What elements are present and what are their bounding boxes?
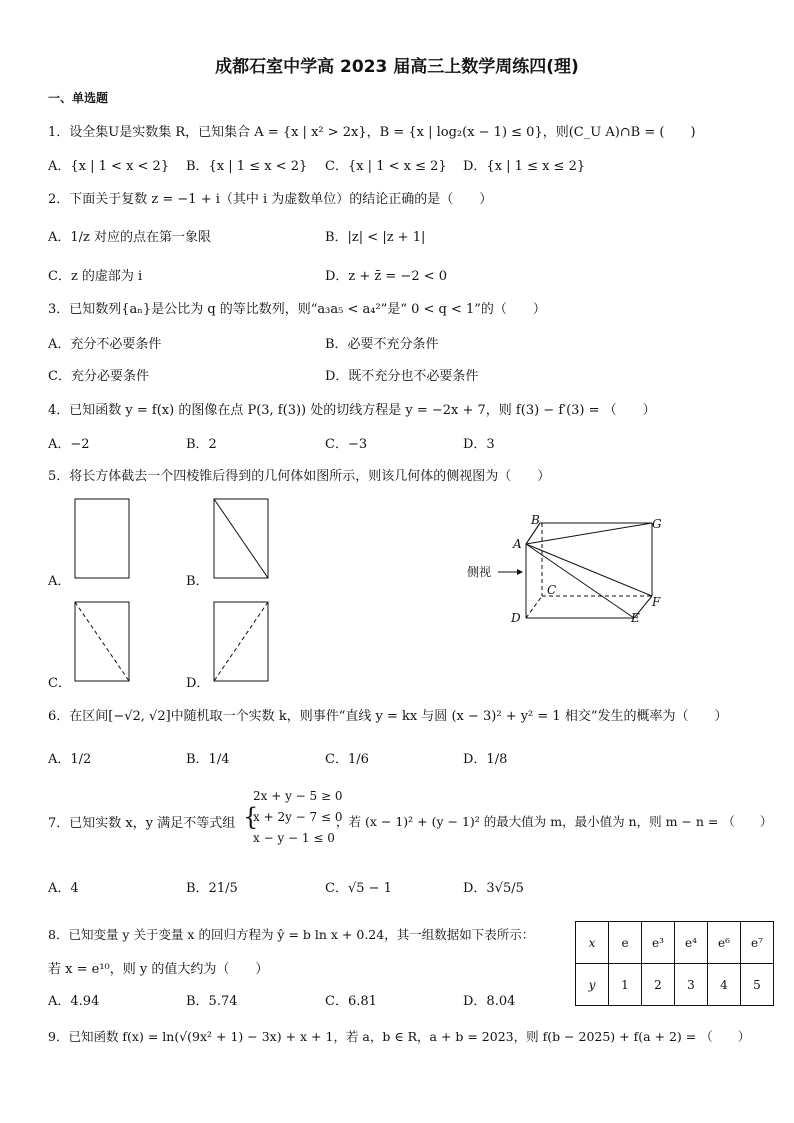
table-cell: 3 bbox=[675, 964, 708, 1006]
q8-option-c: C．6.81 bbox=[325, 994, 377, 1009]
q3-option-d: D．既不充分也不必要条件 bbox=[325, 369, 479, 384]
table-cell: e⁴ bbox=[675, 922, 708, 964]
label-a: A bbox=[513, 537, 522, 551]
section-heading: 一、单选题 bbox=[48, 91, 109, 105]
q3-option-b: B．必要不充分条件 bbox=[325, 337, 439, 352]
label-f: F bbox=[652, 595, 661, 609]
label-d: D bbox=[511, 611, 521, 625]
q3-option-a: A．充分不必要条件 bbox=[48, 337, 162, 352]
q3-option-c: C．充分必要条件 bbox=[48, 369, 149, 384]
q1-option-a: A．{x | 1 < x < 2} bbox=[48, 159, 170, 174]
q4-option-b: B．2 bbox=[186, 437, 217, 452]
q7-option-a: A．4 bbox=[48, 881, 79, 896]
q7-ineq-3: x − y − 1 ≤ 0 bbox=[253, 831, 335, 845]
q5-option-c: C． bbox=[48, 676, 71, 691]
table-cell: e⁶ bbox=[708, 922, 741, 964]
q7-option-c: C．√5 − 1 bbox=[325, 881, 392, 896]
q5-figure-d bbox=[213, 601, 269, 683]
system-brace: { bbox=[243, 803, 259, 831]
question-8: 8．已知变量 y 关于变量 x 的回归方程为 ŷ = b ln x + 0.24，其一组数据如下表所示： bbox=[48, 927, 535, 942]
q4-option-c: C．−3 bbox=[325, 437, 368, 452]
question-9: 9．已知函数 f(x) = ln(√(9x² + 1) − 3x) + x + 1，若 a，b ∈ R，a + b = 2023，则 f(b − 2025) + f(a + 2) = （ ） bbox=[48, 1029, 751, 1044]
q6-option-a: A．1/2 bbox=[48, 752, 92, 767]
table-row bbox=[576, 922, 774, 964]
table-cell: e³ bbox=[642, 922, 675, 964]
q5-figure-c bbox=[74, 601, 130, 683]
page-title: 成都石室中学高 2023 届高三上数学周练四(理) bbox=[215, 57, 579, 77]
question-4: 4．已知函数 y = f(x) 的图像在点 P(3, f(3)) 处的切线方程是 y = −2x + 7，则 f(3) − f′(3) = （ ） bbox=[48, 403, 656, 418]
label-c: C bbox=[547, 583, 557, 597]
data-table bbox=[575, 921, 774, 1006]
q7-option-d: D．3√5/5 bbox=[463, 881, 524, 896]
table-cell: e bbox=[609, 922, 642, 964]
label-e: E bbox=[631, 611, 640, 625]
q5-option-a: A． bbox=[48, 574, 71, 589]
q8-option-d: D．8.04 bbox=[463, 994, 516, 1009]
table-header-x: x bbox=[576, 922, 609, 964]
question-1: 1．设全集U是实数集 R，已知集合 A = {x | x² > 2x}，B = {x | log₂(x − 1) ≤ 0}，则(C_U A)∩B = ( ) bbox=[48, 125, 696, 140]
side-view-label: 侧视 bbox=[467, 565, 492, 579]
q6-option-b: B．1/4 bbox=[186, 752, 230, 767]
q2-option-a: A．1/z 对应的点在第一象限 bbox=[48, 230, 212, 245]
q5-option-b: B． bbox=[186, 574, 209, 589]
q7-option-b: B．21/5 bbox=[186, 881, 238, 896]
q4-option-a: A．−2 bbox=[48, 437, 90, 452]
q5-solid-figure bbox=[465, 510, 675, 630]
q2-option-d: D．z + z̄ = −2 < 0 bbox=[325, 269, 448, 284]
table-row bbox=[576, 964, 774, 1006]
label-b: B bbox=[531, 513, 540, 527]
q7-ineq-1: 2x + y − 5 ≥ 0 bbox=[253, 789, 343, 803]
q1-option-b: B．{x | 1 ≤ x < 2} bbox=[186, 159, 308, 174]
label-g: G bbox=[652, 517, 662, 531]
q1-option-d: D．{x | 1 ≤ x ≤ 2} bbox=[463, 159, 586, 174]
question-8-cont: 若 x = e¹⁰，则 y 的值大约为（ ） bbox=[48, 962, 269, 977]
q5-option-d: D． bbox=[186, 676, 210, 691]
question-2: 2．下面关于复数 z = −1 + i（其中 i 为虚数单位）的结论正确的是（ ） bbox=[48, 192, 493, 207]
question-3: 3．已知数列{aₙ}是公比为 q 的等比数列，则“a₃a₅ < a₄²”是“ 0 < q < 1”的（ ） bbox=[48, 302, 546, 317]
question-7-cont: ，若 (x − 1)² + (y − 1)² 的最大值为 m，最小值为 n，则 m − n = （ ） bbox=[336, 814, 773, 829]
table-cell: e⁷ bbox=[741, 922, 774, 964]
table-cell: 5 bbox=[741, 964, 774, 1006]
q6-option-c: C．1/6 bbox=[325, 752, 369, 767]
q6-option-d: D．1/8 bbox=[463, 752, 508, 767]
q8-option-a: A．4.94 bbox=[48, 994, 100, 1009]
q4-option-d: D．3 bbox=[463, 437, 495, 452]
table-cell: 4 bbox=[708, 964, 741, 1006]
q5-figure-b bbox=[213, 498, 269, 580]
question-5: 5．将长方体截去一个四棱锥后得到的几何体如图所示，则该几何体的侧视图为（ ） bbox=[48, 469, 551, 484]
q2-option-c: C．z 的虚部为 i bbox=[48, 269, 143, 284]
q8-option-b: B．5.74 bbox=[186, 994, 238, 1009]
table-header-y: y bbox=[576, 964, 609, 1006]
table-cell: 2 bbox=[642, 964, 675, 1006]
q7-ineq-2: x + 2y − 7 ≤ 0 bbox=[253, 810, 343, 824]
question-6: 6．在区间[−√2, √2]中随机取一个实数 k，则事件“直线 y = kx 与圆 (x − 3)² + y² = 1 相交”发生的概率为（ ） bbox=[48, 709, 728, 724]
question-7: 7．已知实数 x，y 满足不等式组 bbox=[48, 816, 236, 831]
q5-figure-a bbox=[74, 498, 130, 580]
table-cell: 1 bbox=[609, 964, 642, 1006]
q2-option-b: B．|z| < |z + 1| bbox=[325, 230, 426, 245]
q1-option-c: C．{x | 1 < x ≤ 2} bbox=[325, 159, 447, 174]
